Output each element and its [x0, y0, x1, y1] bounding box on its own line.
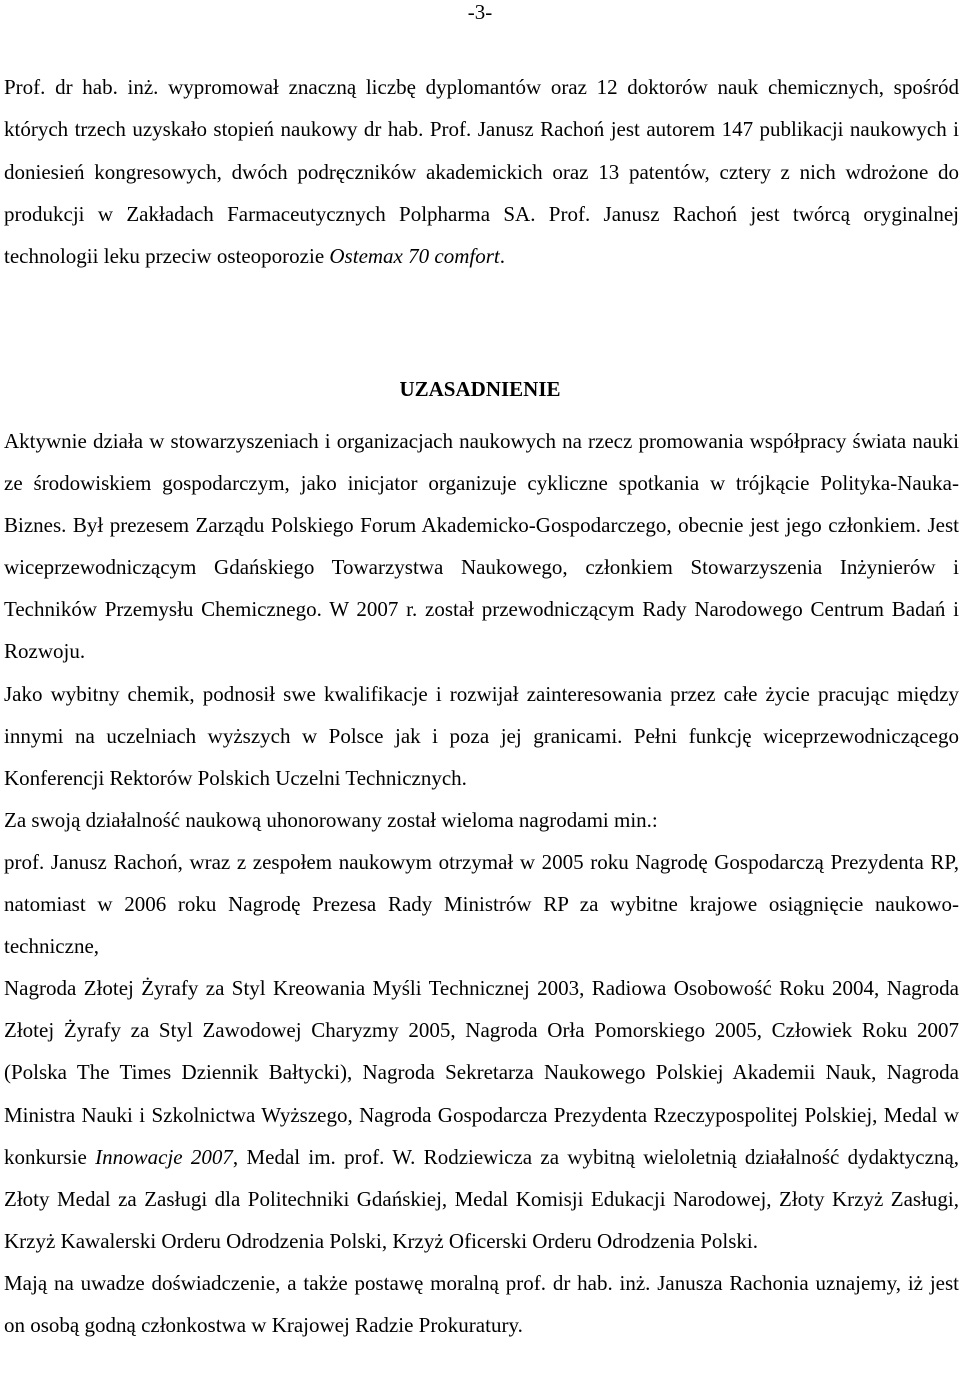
justification-paragraph-2: Jako wybitny chemik, podnosił swe kwalifikacje i rozwijał zainteresowania przez całe życie pracując między innymi na uczelniach wyższych w Polsce jak i poza jej granicami. Pełni funkcję wiceprzewodniczącego Konferencji Rektorów Polskich Uczelni Technicznych.	[4, 681, 959, 790]
intro-text: Prof. dr hab. inż. wypromował znaczną liczbę dyplomantów oraz 12 doktorów nauk chemicznych, spośród których trzech uzyskało stopień naukowy dr hab. Prof. Janusz Rachoń jest autorem 147 publikacji naukowych i doniesień kongresowych, dwóch podręczników akademickich oraz 13 patentów, cztery z nich wdrożone do produkcji w Zakładach Farmaceutycznych Polpharma SA. Prof. Janusz Rachoń jest twórcą oryginalnej technologii leku przeciw osteoporozie	[4, 75, 959, 269]
awards-text-b: , Medal im. prof. W. Rodziewicza za wybitną wieloletnią działalność dydaktyczną, Złoty Medal za Zasługi dla Politechniki Gdańskiej, Medal Komisji Edukacji Narodowej, Złoty Krzyż Zasługi, Krzyż Kawalerski Orderu Odrodzenia Polski, Krzyż Oficerski Orderu Odrodzenia Polski.	[4, 1144, 960, 1253]
intro-end: .	[499, 244, 505, 269]
awards-italic: Innowacje 2007	[95, 1144, 233, 1169]
section-heading: UZASADNIENIE	[399, 377, 561, 401]
intro-paragraph	[4, 66, 959, 277]
justification-paragraph-4: prof. Janusz Rachoń, wraz z zespołem naukowym otrzymał w 2005 roku Nagrodę Gospodarczą Prezydenta RP, natomiast w 2006 roku Nagrodę Prezesa Rady Ministrów RP za wybitne krajowe osiągnięcie naukowo-techniczne,	[4, 849, 959, 959]
awards-paragraph	[4, 967, 959, 1262]
intro-section	[4, 66, 959, 277]
justification-section	[4, 420, 959, 1346]
justification-paragraph-1: Aktywnie działa w stowarzyszeniach i organizacjach naukowych na rzecz promowania współpracy świata nauki ze środowiskiem gospodarczym, jako inicjator organizuje cykliczne spotkania w trójkącie Polityka-Nauka-Biznes. Był prezesem Zarządu Polskiego Forum Akademicko-Gospodarczego, obecnie jest jego członkiem. Jest wiceprzewodniczącym Gdańskiego Towarzystwa Naukowego, członkiem Stowarzyszenia Inżynierów i Techników Przemysłu Chemicznego. W 2007 r. został przewodniczącym Rady Narodowego Centrum Badań i Rozwoju.	[4, 429, 959, 664]
justification-paragraph-3: Za swoją działalność naukową uhonorowany został wieloma nagrodami min.:	[4, 807, 658, 832]
awards-text-a: Nagroda Złotej Żyrafy za Styl Kreowania Myśli Technicznej 2003, Radiowa Osobowość Roku 2004, Nagroda Złotej Żyrafy za Styl Zawodowej Charyzmy 2005, Nagroda Orła Pomorskiego 2005, Człowiek Roku 2007 (Polska The Times Dziennik Bałtycki), Nagroda Sekretarza Naukowego Polskiej Akademii Nauk, Nagroda Ministra Nauki i Szkolnictwa Wyższego, Nagroda Gospodarcza Prezydenta Rzeczypospolitej Polskiej, Medal w konkursie	[4, 976, 959, 1169]
product-name: Ostemax 70 comfort	[329, 244, 500, 269]
page-number: -3-	[467, 0, 493, 24]
closing-paragraph: Mają na uwadze doświadczenie, a także postawę moralną prof. dr hab. inż. Janusza Rachonia uznajemy, iż jest on osobą godną członkostwa w Krajowej Radzie Prokuratury.	[4, 1270, 959, 1337]
